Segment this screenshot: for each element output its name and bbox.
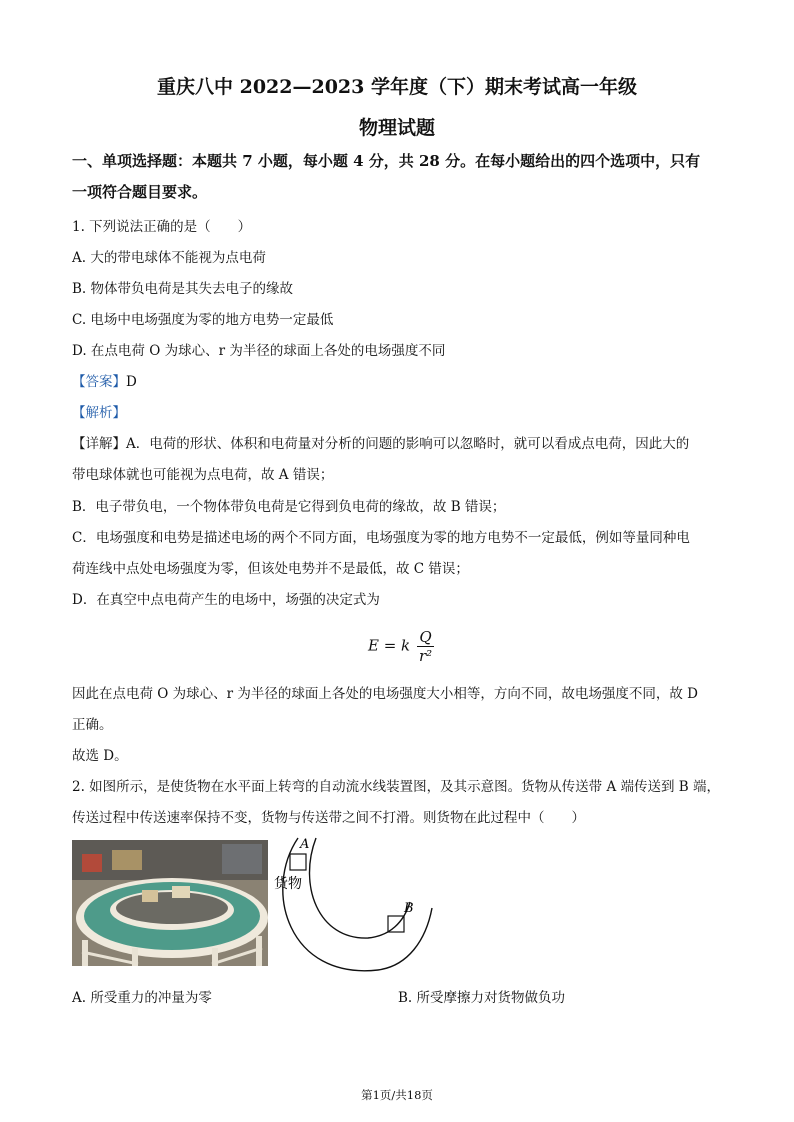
q1-option-c: C. 电场中电场强度为零的地方电势一定最低 <box>72 312 334 328</box>
q1-detail-line6: D．在真空中点电荷产生的电场中，场强的决定式为 <box>72 592 380 608</box>
q1-option-d: D. 在点电荷 O 为球心、r 为半径的球面上各处的电场强度不同 <box>72 343 446 359</box>
q1-detail-line1: 【详解】A．电荷的形状、体积和电荷量对分析的问题的影响可以忽略时，就可以看成点电荷，因此大的 <box>72 436 690 452</box>
label-cargo: 货物 <box>274 876 302 892</box>
q1-conclusion-line1: 因此在点电荷 O 为球心、r 为半径的球面上各处的电场强度大小相等，方向不同，故电场强度不同，故 D <box>72 686 699 702</box>
conveyor-schematic <box>268 830 438 980</box>
answer-label: 【答案】 <box>72 374 126 390</box>
q2-stem-line1: 2. 如图所示，是使货物在水平面上转弯的自动流水线装置图，及其示意图。货物从传送带 A 端传送到 B 端， <box>72 779 721 795</box>
label-a: A <box>300 837 310 852</box>
exam-title: 重庆八中 2022—2023 学年度（下）期末考试高一年级 <box>157 76 637 98</box>
cargo-box-a <box>290 854 306 870</box>
formula-numerator: Q <box>417 628 434 647</box>
section-heading-line1: 一、单项选择题：本题共 7 小题，每小题 4 分，共 28 分。在每小题给出的四个选项中，只有 <box>72 152 701 170</box>
q1-option-a: A. 大的带电球体不能视为点电荷 <box>72 250 266 266</box>
q2-stem-line2: 传送过程中传送速率保持不变，货物与传送带之间不打滑。则货物在此过程中（ ） <box>72 810 585 826</box>
section-heading-line2: 一项符合题目要求。 <box>72 183 208 201</box>
q1-conclusion-line3: 故选 D。 <box>72 748 128 764</box>
answer-value: D <box>126 374 137 390</box>
field-strength-formula <box>368 628 434 665</box>
page-footer: 第1页/共18页 <box>361 1088 433 1102</box>
q1-stem: 1. 下列说法正确的是（ ） <box>72 219 252 235</box>
q1-conclusion-line2: 正确。 <box>72 717 113 733</box>
q1-option-b: B. 物体带负电荷是其失去电子的缘故 <box>72 281 294 297</box>
q1-detail-line5: 荷连线中点处电场强度为零，但该处电势并不是最低，故 C 错误； <box>72 561 469 577</box>
formula-denominator: r² <box>418 647 433 665</box>
q2-option-a: A. 所受重力的冲量为零 <box>72 990 212 1006</box>
inner-belt-edge <box>309 838 410 938</box>
q1-analysis-label: 【解析】 <box>72 405 126 421</box>
q1-detail-line4: C．电场强度和电势是描述电场的两个不同方面，电场强度为零的地方电势不一定最低，例如等量同种电 <box>72 530 690 546</box>
label-b: B <box>404 901 414 916</box>
formula-lhs: E = k <box>368 636 411 655</box>
q2-option-b: B. 所受摩擦力对货物做负功 <box>398 990 566 1006</box>
conveyor-photo <box>72 840 268 966</box>
q1-detail-line2: 带电球体就也可能视为点电荷，故 A 错误； <box>72 467 334 483</box>
q1-detail-line3: B．电子带负电，一个物体带负电荷是它得到负电荷的缘故，故 B 错误； <box>72 499 506 515</box>
exam-subtitle: 物理试题 <box>358 117 435 139</box>
q1-answer <box>72 370 137 390</box>
formula-fraction <box>417 628 434 665</box>
